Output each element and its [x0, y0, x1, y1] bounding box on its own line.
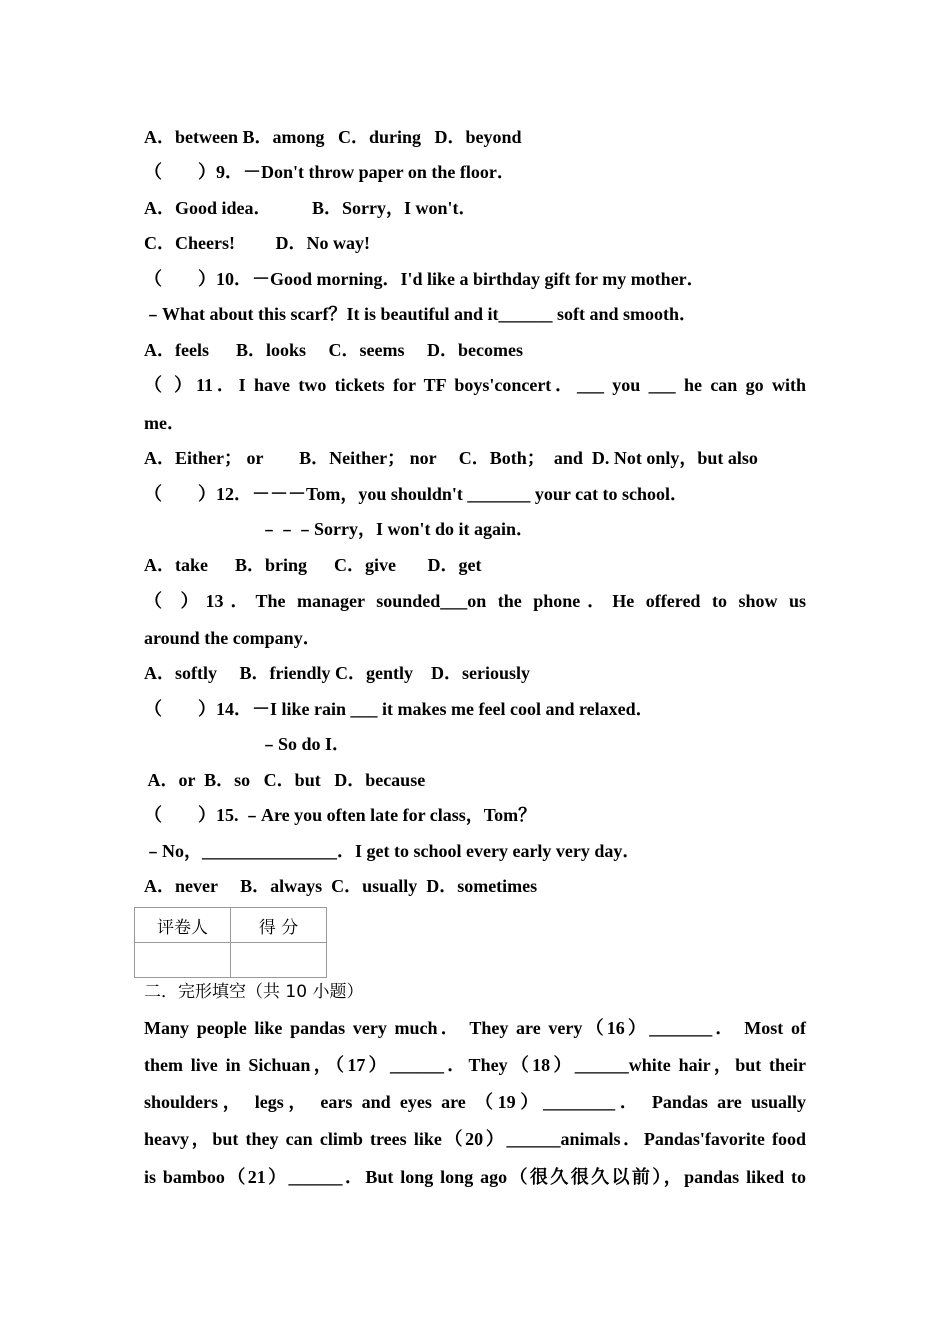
cloze-line-4: heavy，but they can climb trees like（20）______animals．Pandas'favorite food	[144, 1129, 806, 1149]
grader-cell	[135, 943, 231, 978]
q10-options: A．feels B．looks C．seems D．becomes	[144, 340, 523, 360]
cloze-line-2: them live in Sichuan，（17）______．They（18）______white hair，but their	[144, 1055, 806, 1075]
q10-reply: ﹣What about this scarf？It is beautiful and it______ soft and smooth．	[144, 304, 698, 324]
section-2-title: 二．完形填空（共 10 小题）	[144, 982, 364, 1002]
q15-options: A．never B．always C．usually D．sometimes	[144, 876, 538, 896]
score-cell	[231, 943, 327, 978]
q11-options: A．Either； or B．Neither； nor C．Both； and D. Not only，but also	[144, 448, 758, 468]
cloze-line-1: Many people like pandas very much． They are very（16）_______． Most of	[144, 1018, 806, 1038]
q13-stem-line2: around the company．	[144, 628, 321, 648]
q9-options-row2: C．Cheers! D．No way!	[144, 233, 370, 253]
score-table	[134, 907, 327, 978]
q13-options: A．softly B．friendly C．gently D．seriously	[144, 663, 530, 683]
q11-stem-line2: me．	[144, 413, 185, 433]
cloze-line-3: shoulders， legs， ears and eyes are （19）________． Pandas are usually	[144, 1092, 806, 1112]
q10-stem: （ ）10．－Good morning．I'd like a birthday gift for my mother．	[144, 269, 705, 289]
q8-options: A．between B．among C．during D．beyond	[144, 127, 522, 147]
q14-reply: ﹣So do I．	[260, 734, 351, 754]
q11-stem-line1: （ ）11．I have two tickets for TF boys'concert．___ you ___ he can go with	[144, 375, 806, 395]
q12-reply: ﹣﹣﹣Sorry，I won't do it again．	[260, 519, 535, 539]
q14-options: A．or B．so C．but D．because	[144, 770, 426, 790]
q9-options-row1: A．Good idea． B．Sorry，I won't．	[144, 198, 477, 218]
q12-options: A．take B．bring C．give D．get	[144, 555, 482, 575]
q15-reply: ﹣No，_______________．I get to school every early very day．	[144, 841, 641, 861]
grader-label: 评卷人	[135, 908, 231, 943]
q14-stem: （ ）14．－I like rain ___ it makes me feel cool and relaxed．	[144, 699, 654, 719]
q12-stem: （ ）12．－－－Tom，you shouldn't _______ your cat to school．	[144, 484, 689, 504]
score-label: 得 分	[231, 908, 327, 943]
q15-stem: （ ）15. ﹣Are you often late for class，Tom？	[144, 805, 537, 825]
cloze-line-5: is bamboo（21）______．But long long ago（很久很久以前），pandas liked to	[144, 1167, 806, 1187]
q13-stem-line1: （ ）13．The manager sounded___on the phone．He offered to show us	[144, 591, 806, 611]
q9-stem: （ ）9．－Don't throw paper on the floor．	[144, 162, 515, 182]
